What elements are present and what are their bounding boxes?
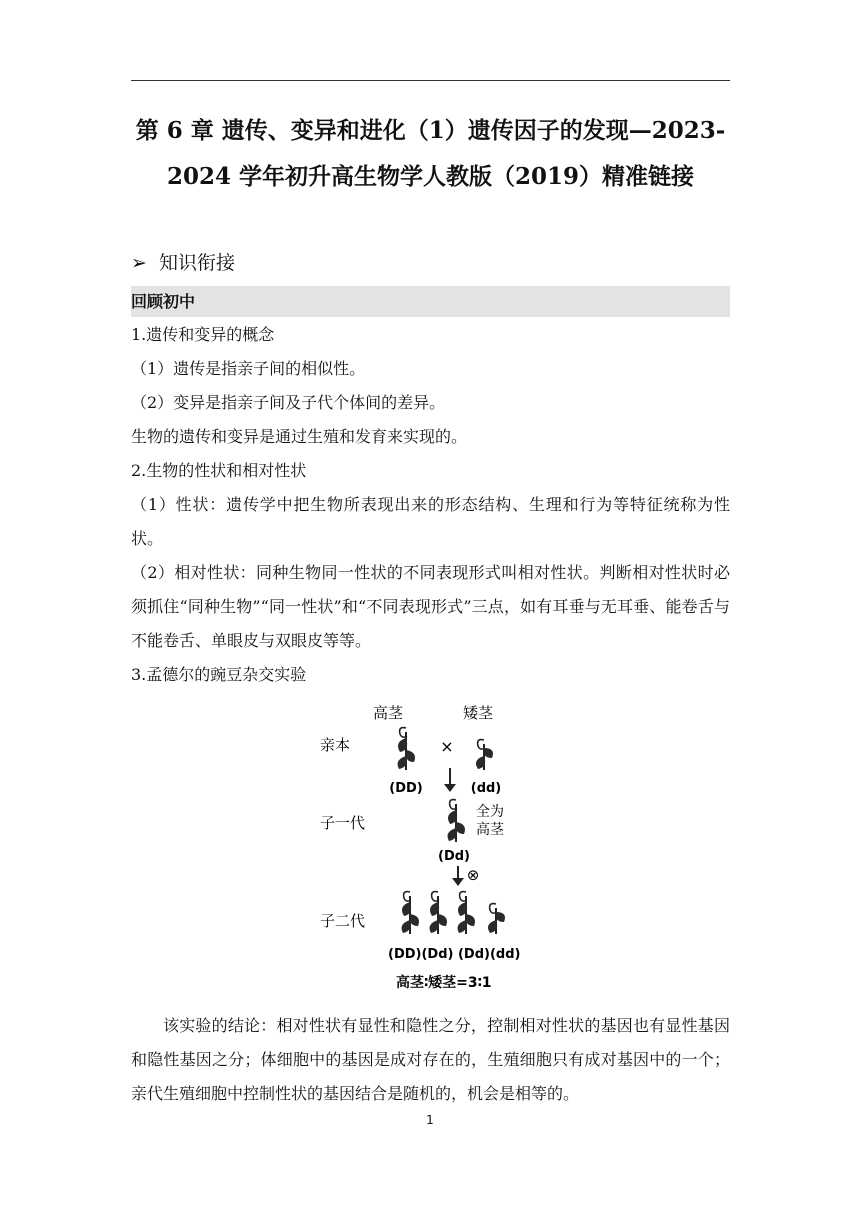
item-2-1: （1）性状：遗传学中把生物所表现出来的形态结构、生理和行为等特征统称为性状。 bbox=[131, 495, 730, 548]
self-pollination-symbol: ⊗ bbox=[466, 866, 480, 884]
down-arrow-icon bbox=[444, 768, 456, 792]
paragraph-1: 生物的遗传和变异是通过生殖和发育来实现的。 bbox=[131, 427, 468, 446]
dwarf-label: 矮茎 bbox=[462, 704, 494, 722]
tall-plant-icon bbox=[398, 728, 415, 770]
f1-plant-icon bbox=[448, 800, 465, 842]
page-title: 第 6 章 遗传、变异和进化（1）遗传因子的发现—2023-2024 学年初升高生物学人教版（2019）精准链接 bbox=[135, 117, 726, 190]
heading-3: 3.孟德尔的豌豆杂交实验 bbox=[131, 665, 307, 684]
pea-cross-diagram bbox=[310, 700, 550, 1000]
f2-dwarf-plant-icon bbox=[488, 904, 505, 934]
down-arrow-icon bbox=[452, 866, 464, 886]
ratio-label: 高茎∶矮茎=3∶1 bbox=[396, 975, 492, 991]
item-1-1: （1）遗传是指亲子间的相似性。 bbox=[131, 359, 366, 378]
f2-plant-icon bbox=[402, 892, 419, 934]
f2-label: 子二代 bbox=[320, 912, 366, 930]
parent-genotype-dd-lower: (dd) bbox=[470, 781, 502, 796]
f2-genotypes: (DD)(Dd) (Dd)(dd) bbox=[388, 947, 521, 962]
review-band: 回顾初中 bbox=[131, 286, 730, 317]
cross-symbol: × bbox=[440, 737, 454, 756]
section-heading bbox=[131, 250, 235, 276]
item-2-2: （2）相对性状：同种生物同一性状的不同表现形式叫相对性状。判断相对性状时必须抓住“同种生物”“同一性状”和“不同表现形式”三点，如有耳垂与无耳垂、能卷舌与不能卷舌、单眼皮与双眼皮等等。 bbox=[131, 563, 730, 650]
header-rule bbox=[131, 80, 730, 81]
conclusion-paragraph: 该实验的结论：相对性状有显性和隐性之分，控制相对性状的基因也有显性基因和隐性基因之分；体细胞中的基因是成对存在的，生殖细胞只有成对基因中的一个；亲代生殖细胞中控制性状的基因结合是随机的，机会是相等的。 bbox=[131, 1016, 730, 1103]
f2-plant-icon bbox=[458, 892, 475, 934]
tall-label: 高茎 bbox=[372, 704, 404, 722]
page-number: 1 bbox=[426, 1113, 434, 1127]
f2-plant-icon bbox=[430, 892, 447, 934]
f1-note-line1: 全为 bbox=[476, 804, 504, 820]
heading-2: 2.生物的性状和相对性状 bbox=[131, 461, 307, 480]
body-text bbox=[131, 318, 730, 692]
f1-genotype: (Dd) bbox=[438, 849, 470, 864]
item-1-2: （2）变异是指亲子间及子代个体间的差异。 bbox=[131, 393, 446, 412]
f1-label: 子一代 bbox=[320, 814, 366, 832]
dwarf-plant-icon bbox=[476, 740, 493, 770]
parent-label: 亲本 bbox=[320, 736, 351, 754]
section-label: 知识衔接 bbox=[159, 252, 236, 274]
f1-note-line2: 高茎 bbox=[476, 822, 504, 838]
parent-genotype-dd-upper: (DD) bbox=[389, 781, 423, 796]
arrow-bullet-icon: ➢ bbox=[131, 252, 147, 274]
heading-1: 1.遗传和变异的概念 bbox=[131, 325, 275, 344]
